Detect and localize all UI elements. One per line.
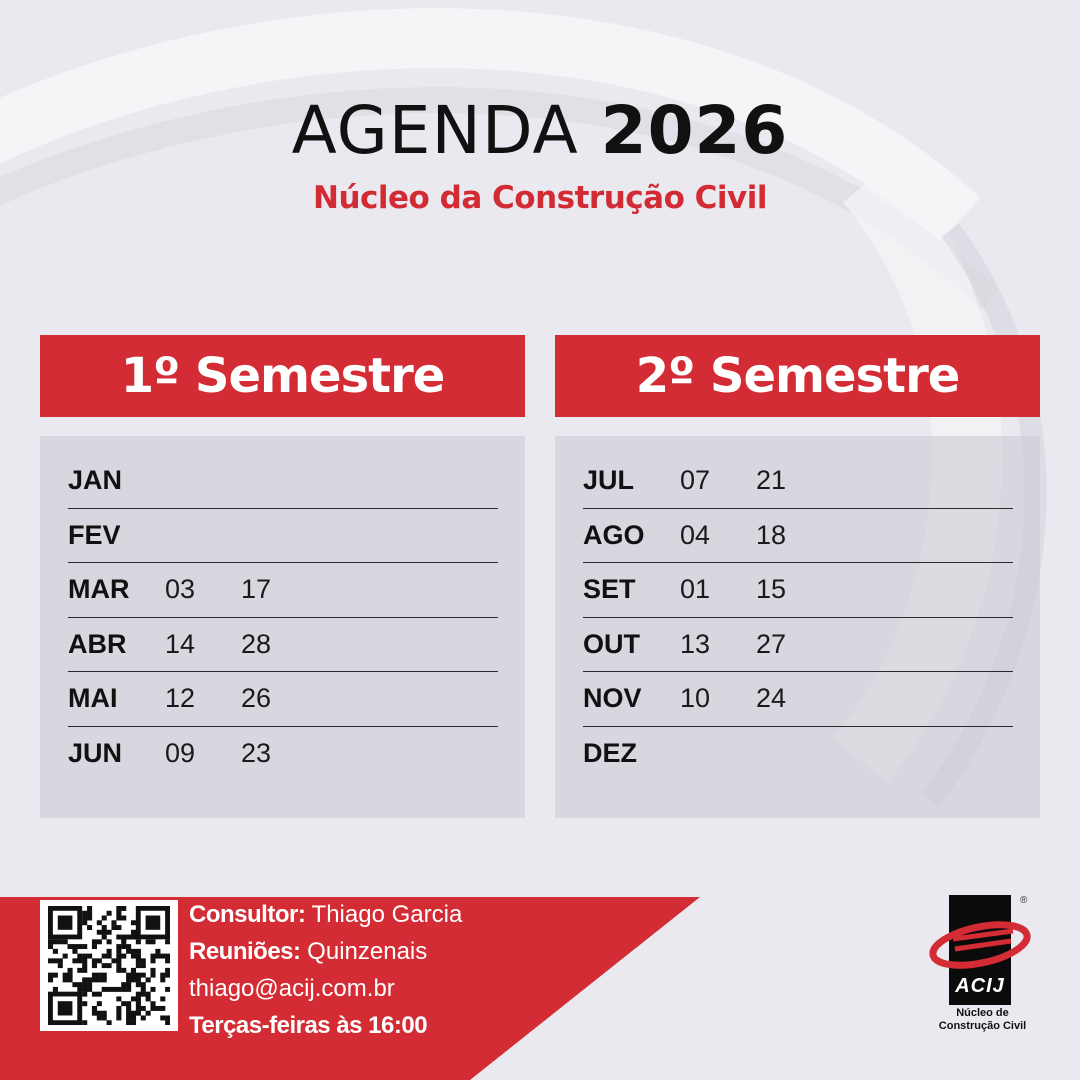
qr-module <box>48 939 53 944</box>
qr-module <box>160 977 165 982</box>
month-row <box>583 563 1013 618</box>
qr-module <box>116 944 121 949</box>
meeting-date: 28 <box>241 628 272 659</box>
month-label: FEV <box>68 519 121 550</box>
qr-module <box>126 949 131 954</box>
registered-mark: ® <box>1020 895 1028 906</box>
qr-module <box>116 954 121 959</box>
qr-module <box>82 968 87 973</box>
qr-module <box>131 968 136 973</box>
qr-module <box>126 1015 131 1020</box>
qr-module <box>116 949 121 954</box>
qr-module <box>165 1015 170 1020</box>
qr-module <box>87 954 92 959</box>
qr-module <box>131 920 136 925</box>
qr-module <box>63 973 68 978</box>
qr-module <box>82 987 87 992</box>
qr-module <box>141 963 146 968</box>
qr-module <box>82 954 87 959</box>
qr-module <box>97 1011 102 1016</box>
qr-module <box>82 963 87 968</box>
month-row <box>68 563 498 618</box>
qr-finder <box>58 916 73 930</box>
qr-module <box>63 954 68 959</box>
acij-logo <box>925 895 1040 1045</box>
qr-module <box>97 992 102 997</box>
consultor-line <box>189 896 462 933</box>
qr-module <box>102 1015 107 1020</box>
qr-module <box>150 973 155 978</box>
qr-module <box>116 1011 121 1016</box>
title-agenda: AGENDA <box>291 92 579 169</box>
qr-module <box>116 911 121 916</box>
qr-module <box>107 930 112 935</box>
qr-module <box>126 944 131 949</box>
page-title <box>0 92 1080 169</box>
qr-module <box>160 996 165 1001</box>
consultor-value: Thiago Garcia <box>305 901 463 928</box>
qr-module <box>155 1006 160 1011</box>
qr-module <box>72 982 77 987</box>
qr-module <box>116 958 121 963</box>
qr-module <box>150 939 155 944</box>
qr-code-pattern <box>48 906 170 1025</box>
qr-module <box>97 1015 102 1020</box>
title-year: 2026 <box>600 92 789 169</box>
qr-module <box>146 996 151 1001</box>
month-row <box>68 454 498 509</box>
qr-module <box>131 949 136 954</box>
meeting-date: 17 <box>241 574 272 605</box>
qr-module <box>150 954 155 959</box>
qr-code[interactable] <box>40 900 178 1031</box>
logo-caption-line: Construção Civil <box>938 1020 1027 1032</box>
qr-module <box>165 939 170 944</box>
qr-module <box>111 958 116 963</box>
qr-module <box>58 939 63 944</box>
qr-module <box>82 982 87 987</box>
qr-finder <box>146 916 161 930</box>
qr-module <box>126 1006 131 1011</box>
qr-module <box>165 1020 170 1025</box>
qr-module <box>92 1011 97 1016</box>
qr-module <box>121 906 126 911</box>
qr-module <box>160 1006 165 1011</box>
meeting-date: 10 <box>680 683 711 714</box>
month-row <box>583 454 1013 509</box>
qr-module <box>92 944 97 949</box>
meeting-date: 27 <box>756 628 787 659</box>
qr-module <box>121 982 126 987</box>
meeting-date: 07 <box>680 465 711 496</box>
qr-module <box>121 954 126 959</box>
month-row <box>583 672 1013 727</box>
qr-module <box>58 963 63 968</box>
qr-module <box>136 949 141 954</box>
qr-module <box>63 977 68 982</box>
semester-2-panel <box>555 436 1040 818</box>
reunioes-line <box>189 933 462 970</box>
qr-module <box>121 987 126 992</box>
qr-module <box>111 925 116 930</box>
qr-module <box>136 982 141 987</box>
qr-module <box>102 987 107 992</box>
qr-module <box>58 958 63 963</box>
qr-module <box>116 906 121 911</box>
qr-module <box>126 977 131 982</box>
qr-module <box>92 973 97 978</box>
qr-module <box>77 987 82 992</box>
qr-module <box>136 996 141 1001</box>
meeting-date: 12 <box>165 683 196 714</box>
qr-module <box>131 996 136 1001</box>
qr-module <box>53 958 58 963</box>
qr-module <box>111 987 116 992</box>
qr-module <box>116 1015 121 1020</box>
month-label: AGO <box>583 519 645 550</box>
qr-module <box>102 930 107 935</box>
qr-module <box>107 949 112 954</box>
qr-module <box>126 973 131 978</box>
consultor-label: Consultor: <box>189 901 306 928</box>
qr-finder <box>58 1001 73 1015</box>
qr-module <box>102 925 107 930</box>
qr-module <box>126 1001 131 1006</box>
month-row <box>68 727 498 782</box>
qr-module <box>131 977 136 982</box>
semester-2-heading: 2º Semestre <box>555 335 1040 417</box>
month-label: SET <box>583 574 636 605</box>
qr-module <box>97 973 102 978</box>
qr-module <box>160 973 165 978</box>
qr-module <box>48 977 53 982</box>
qr-module <box>136 963 141 968</box>
qr-module <box>82 911 87 916</box>
month-label: DEZ <box>583 738 637 769</box>
meeting-date: 03 <box>165 574 196 605</box>
qr-module <box>97 939 102 944</box>
page-subtitle: Núcleo da Construção Civil <box>313 180 767 216</box>
qr-module <box>136 958 141 963</box>
qr-module <box>116 916 121 921</box>
qr-module <box>87 911 92 916</box>
meeting-date: 21 <box>756 465 787 496</box>
qr-module <box>116 1006 121 1011</box>
qr-module <box>97 920 102 925</box>
month-label: JUN <box>68 738 123 769</box>
qr-module <box>82 1001 87 1006</box>
qr-module <box>82 992 87 997</box>
qr-module <box>107 939 112 944</box>
qr-module <box>107 1020 112 1025</box>
qr-module <box>92 977 97 982</box>
qr-module <box>87 982 92 987</box>
meeting-date: 01 <box>680 574 711 605</box>
qr-module <box>82 920 87 925</box>
qr-module <box>131 954 136 959</box>
month-label: NOV <box>583 683 642 714</box>
qr-module <box>116 996 121 1001</box>
qr-module <box>102 954 107 959</box>
qr-module <box>53 987 58 992</box>
qr-module <box>72 944 77 949</box>
qr-module <box>165 954 170 959</box>
qr-module <box>126 1020 131 1025</box>
qr-module <box>72 958 77 963</box>
qr-module <box>136 1011 141 1016</box>
qr-module <box>165 958 170 963</box>
qr-module <box>102 977 107 982</box>
qr-module <box>165 987 170 992</box>
qr-module <box>102 916 107 921</box>
qr-module <box>92 939 97 944</box>
qr-module <box>82 958 87 963</box>
month-label: MAR <box>68 574 130 605</box>
qr-module <box>131 1020 136 1025</box>
qr-module <box>136 1006 141 1011</box>
qr-module <box>116 968 121 973</box>
month-row <box>68 672 498 727</box>
qr-module <box>150 1001 155 1006</box>
qr-module <box>131 930 136 935</box>
meeting-date: 09 <box>165 738 196 769</box>
qr-module <box>77 982 82 987</box>
email-link[interactable]: thiago@acij.com.br <box>189 975 395 1002</box>
qr-module <box>87 977 92 982</box>
meeting-date: 26 <box>241 683 272 714</box>
qr-module <box>102 1011 107 1016</box>
reunioes-label: Reuniões: <box>189 938 301 965</box>
month-label: ABR <box>68 628 127 659</box>
qr-module <box>131 973 136 978</box>
qr-module <box>97 958 102 963</box>
qr-module <box>146 939 151 944</box>
qr-module <box>107 963 112 968</box>
qr-module <box>72 949 77 954</box>
qr-module <box>92 1006 97 1011</box>
meeting-schedule: Terças-feiras às 16:00 <box>189 1012 428 1039</box>
qr-module <box>102 973 107 978</box>
qr-module <box>126 987 131 992</box>
qr-module <box>126 982 131 987</box>
qr-module <box>87 916 92 921</box>
qr-module <box>102 935 107 940</box>
meeting-date: 23 <box>241 738 272 769</box>
qr-module <box>107 954 112 959</box>
month-label: JUL <box>583 465 635 496</box>
logo-brand: ACIJ <box>955 975 1005 997</box>
qr-module <box>126 1011 131 1016</box>
qr-module <box>165 973 170 978</box>
qr-module <box>126 935 131 940</box>
qr-module <box>77 944 82 949</box>
meeting-date: 04 <box>680 519 711 550</box>
qr-module <box>48 973 53 978</box>
qr-module <box>102 963 107 968</box>
qr-module <box>136 973 141 978</box>
month-label: JAN <box>68 465 123 496</box>
qr-module <box>77 968 82 973</box>
qr-module <box>68 968 73 973</box>
qr-module <box>160 1015 165 1020</box>
qr-module <box>141 973 146 978</box>
qr-module <box>97 1001 102 1006</box>
qr-module <box>121 944 126 949</box>
month-row <box>583 509 1013 564</box>
qr-module <box>141 1015 146 1020</box>
semester-1-heading: 1º Semestre <box>40 335 525 417</box>
qr-module <box>82 977 87 982</box>
meeting-date: 24 <box>756 683 787 714</box>
qr-module <box>155 949 160 954</box>
qr-module <box>97 930 102 935</box>
month-label: MAI <box>68 683 118 714</box>
qr-module <box>146 1011 151 1016</box>
qr-module <box>136 977 141 982</box>
qr-module <box>48 958 53 963</box>
semester-1-panel <box>40 436 525 818</box>
qr-module <box>116 963 121 968</box>
logo-swoosh-icon <box>925 913 1040 973</box>
qr-module <box>87 925 92 930</box>
qr-module <box>146 977 151 982</box>
qr-module <box>53 939 58 944</box>
contact-info <box>189 896 462 1044</box>
qr-module <box>77 954 82 959</box>
month-row <box>583 727 1013 782</box>
qr-module <box>131 1015 136 1020</box>
qr-module <box>82 944 87 949</box>
qr-module <box>53 973 58 978</box>
month-label: OUT <box>583 628 640 659</box>
logo-caption <box>925 1007 1040 1033</box>
qr-module <box>121 968 126 973</box>
qr-module <box>97 977 102 982</box>
qr-module <box>87 987 92 992</box>
qr-module <box>136 939 141 944</box>
qr-module <box>87 906 92 911</box>
qr-module <box>136 1001 141 1006</box>
qr-module <box>141 992 146 997</box>
qr-module <box>136 992 141 997</box>
qr-module <box>141 982 146 987</box>
qr-module <box>92 992 97 997</box>
month-row <box>68 509 498 564</box>
qr-module <box>136 954 141 959</box>
qr-module <box>63 939 68 944</box>
qr-module <box>116 925 121 930</box>
month-row <box>68 618 498 673</box>
qr-module <box>155 954 160 959</box>
qr-module <box>121 939 126 944</box>
qr-module <box>68 977 73 982</box>
reunioes-value: Quinzenais <box>300 938 428 965</box>
meeting-date: 15 <box>756 574 787 605</box>
qr-module <box>150 968 155 973</box>
qr-module <box>150 987 155 992</box>
qr-module <box>53 949 58 954</box>
qr-module <box>82 916 87 921</box>
meeting-date: 13 <box>680 628 711 659</box>
qr-module <box>150 1006 155 1011</box>
qr-module <box>116 935 121 940</box>
qr-module <box>165 968 170 973</box>
qr-module <box>146 992 151 997</box>
qr-module <box>121 1001 126 1006</box>
qr-module <box>48 944 53 949</box>
qr-module <box>141 1006 146 1011</box>
qr-module <box>160 954 165 959</box>
qr-module <box>107 911 112 916</box>
meeting-date: 18 <box>756 519 787 550</box>
qr-module <box>77 958 82 963</box>
qr-module <box>116 987 121 992</box>
logo-caption-line: Núcleo de <box>956 1007 1009 1019</box>
qr-module <box>92 963 97 968</box>
qr-module <box>131 935 136 940</box>
qr-module <box>121 916 126 921</box>
meeting-date: 14 <box>165 628 196 659</box>
qr-module <box>141 987 146 992</box>
qr-module <box>150 958 155 963</box>
qr-module <box>68 944 73 949</box>
qr-module <box>141 958 146 963</box>
qr-module <box>107 987 112 992</box>
qr-module <box>131 1011 136 1016</box>
month-row <box>583 618 1013 673</box>
qr-module <box>68 973 73 978</box>
qr-module <box>82 1020 87 1025</box>
qr-module <box>92 958 97 963</box>
qr-module <box>111 920 116 925</box>
qr-module <box>121 935 126 940</box>
